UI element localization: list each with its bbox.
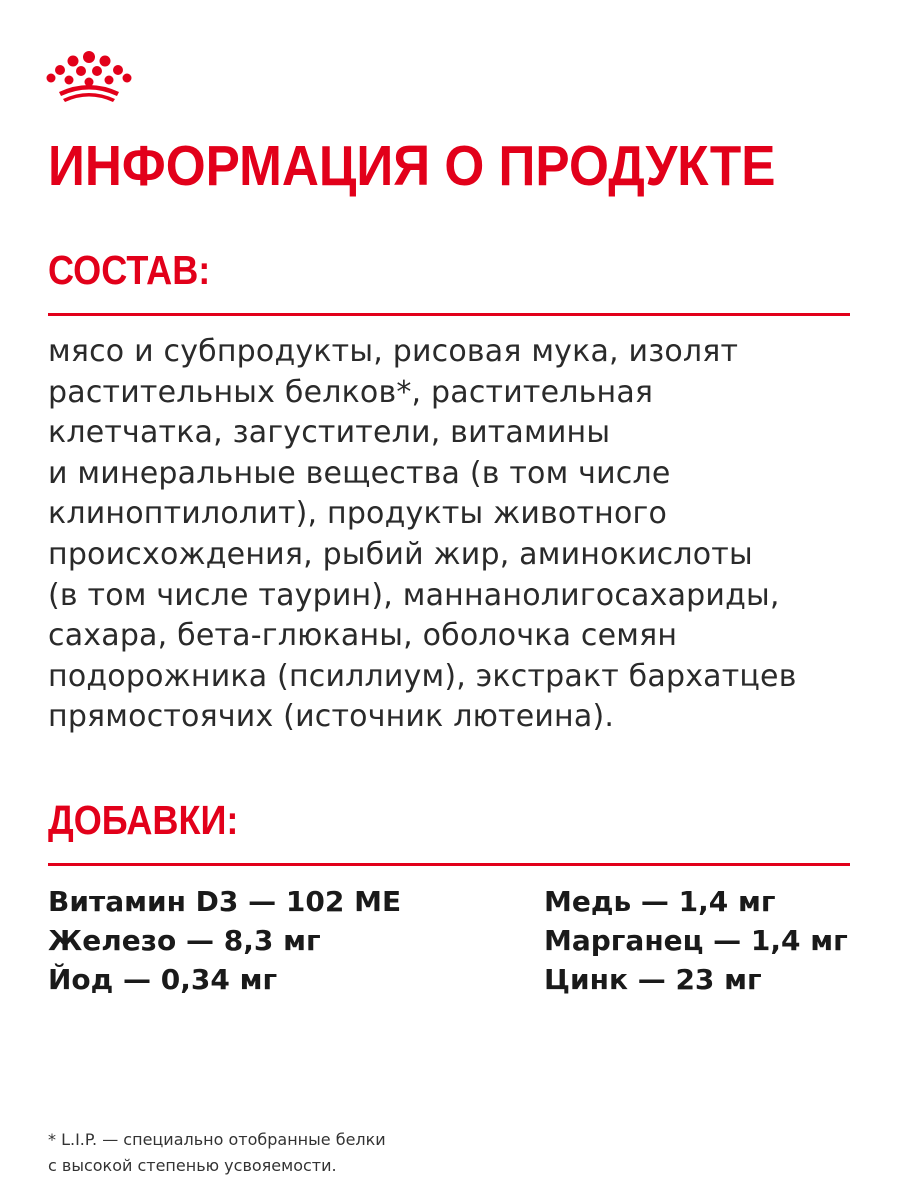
additives-heading: ДОБАВКИ: (48, 797, 239, 843)
additive-item: Медь — 1,4 мг (544, 885, 776, 918)
additives-column-right (544, 882, 848, 999)
composition-line: растительных белков*, растительная (48, 374, 654, 410)
composition-line: клетчатка, загустители, витамины (48, 415, 611, 451)
crown-icon (45, 50, 133, 102)
composition-divider (48, 313, 850, 316)
footnote-line: с высокой степенью усвояемости. (48, 1156, 337, 1175)
composition-line: подорожника (псиллиум), экстракт бархатцев (48, 658, 797, 694)
additives-column-left (48, 882, 401, 999)
additive-item: Витамин D3 — 102 МЕ (48, 885, 402, 918)
page-title: ИНФОРМАЦИЯ О ПРОДУКТЕ (48, 134, 776, 198)
composition-line: прямостоячих (источник лютеина). (48, 699, 615, 735)
composition-line: сахара, бета-глюканы, оболочка семян (48, 618, 678, 654)
additive-item: Железо — 8,3 мг (48, 924, 321, 957)
composition-line: клиноптилолит), продукты животного (48, 496, 668, 532)
additive-item: Марганец — 1,4 мг (544, 924, 848, 957)
footnote (48, 1127, 386, 1179)
composition-heading: СОСТАВ: (48, 247, 211, 293)
footnote-line: * L.I.P. — специально отобранные белки (48, 1130, 386, 1149)
composition-line: мясо и субпродукты, рисовая мука, изолят (48, 334, 739, 369)
composition-line: происхождения, рыбий жир, аминокислоты (48, 536, 753, 572)
additive-item: Йод — 0,34 мг (48, 963, 278, 996)
composition-line: (в том числе таурин), маннанолигосахариды, (48, 577, 780, 613)
additives-divider (48, 863, 850, 866)
composition-text (48, 332, 868, 738)
additive-item: Цинк — 23 мг (544, 963, 762, 996)
composition-line: и минеральные вещества (в том числе (48, 455, 671, 491)
